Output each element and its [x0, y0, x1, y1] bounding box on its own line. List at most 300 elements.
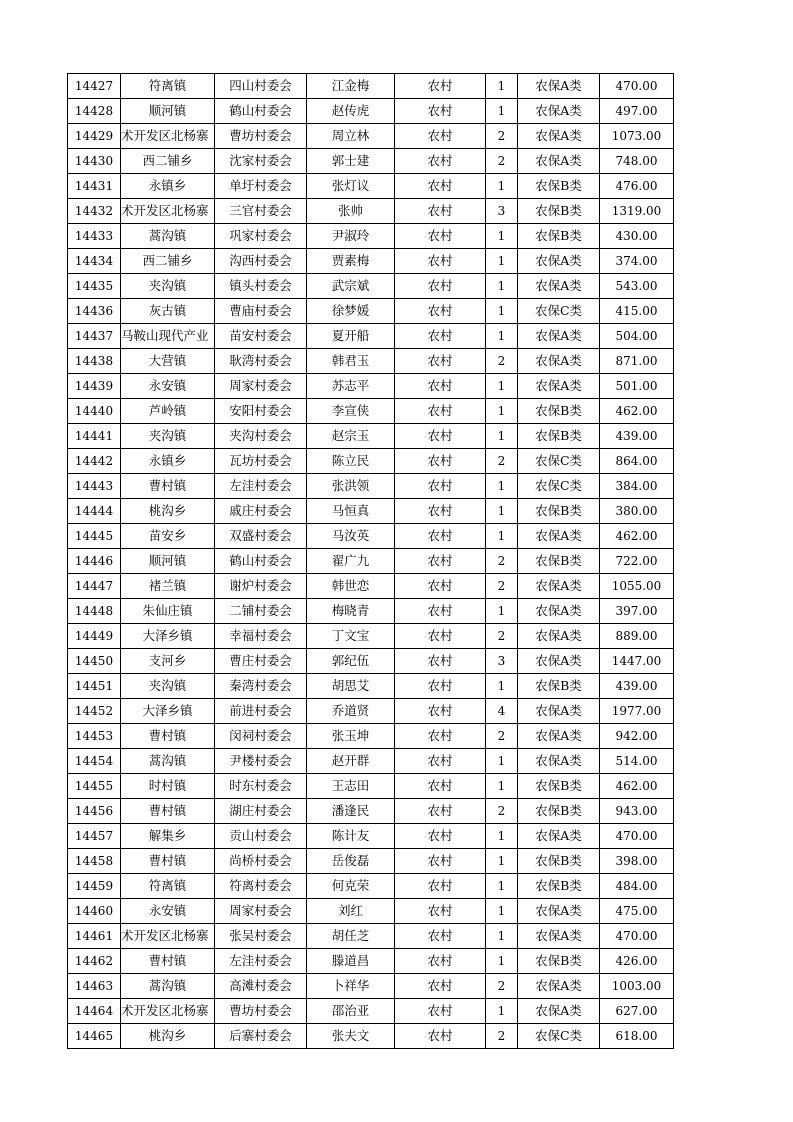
amount-cell: 889.00 — [600, 624, 674, 649]
amount-cell: 439.00 — [600, 674, 674, 699]
area-type-cell: 农村 — [395, 224, 486, 249]
area-type-cell: 农村 — [395, 499, 486, 524]
insurance-category-cell: 农保A类 — [518, 574, 600, 599]
person-name-cell: 陈立民 — [307, 449, 395, 474]
record-id-cell: 14461 — [68, 924, 121, 949]
township-cell: 大营镇 — [121, 349, 215, 374]
village-committee-cell: 巩家村委会 — [215, 224, 307, 249]
person-name-cell: 徐梦媛 — [307, 299, 395, 324]
person-name-cell: 梅晓青 — [307, 599, 395, 624]
area-type-cell: 农村 — [395, 549, 486, 574]
amount-cell: 374.00 — [600, 249, 674, 274]
township-cell: 芦岭镇 — [121, 399, 215, 424]
village-committee-cell: 贡山村委会 — [215, 824, 307, 849]
area-type-cell: 农村 — [395, 174, 486, 199]
household-count-cell: 3 — [486, 649, 518, 674]
amount-cell: 722.00 — [600, 549, 674, 574]
person-name-cell: 潘逢民 — [307, 799, 395, 824]
record-id-cell: 14454 — [68, 749, 121, 774]
area-type-cell: 农村 — [395, 799, 486, 824]
amount-cell: 748.00 — [600, 149, 674, 174]
amount-cell: 426.00 — [600, 949, 674, 974]
record-id-cell: 14449 — [68, 624, 121, 649]
area-type-cell: 农村 — [395, 899, 486, 924]
area-type-cell: 农村 — [395, 374, 486, 399]
table-row — [68, 799, 674, 824]
household-count-cell: 1 — [486, 674, 518, 699]
insurance-category-cell: 农保A类 — [518, 699, 600, 724]
area-type-cell: 农村 — [395, 299, 486, 324]
record-id-cell: 14455 — [68, 774, 121, 799]
area-type-cell: 农村 — [395, 824, 486, 849]
insurance-category-cell: 农保A类 — [518, 749, 600, 774]
amount-cell: 476.00 — [600, 174, 674, 199]
record-id-cell: 14456 — [68, 799, 121, 824]
amount-cell: 1447.00 — [600, 649, 674, 674]
table-row — [68, 924, 674, 949]
person-name-cell: 滕道昌 — [307, 949, 395, 974]
record-id-cell: 14434 — [68, 249, 121, 274]
person-name-cell: 苏志平 — [307, 374, 395, 399]
township-cell: 灰古镇 — [121, 299, 215, 324]
village-committee-cell: 戚庄村委会 — [215, 499, 307, 524]
household-count-cell: 2 — [486, 624, 518, 649]
person-name-cell: 江金梅 — [307, 74, 395, 99]
table-row — [68, 274, 674, 299]
township-cell: 蒿沟镇 — [121, 224, 215, 249]
insurance-category-cell: 农保C类 — [518, 299, 600, 324]
household-count-cell: 1 — [486, 949, 518, 974]
amount-cell: 871.00 — [600, 349, 674, 374]
amount-cell: 475.00 — [600, 899, 674, 924]
area-type-cell: 农村 — [395, 724, 486, 749]
record-id-cell: 14429 — [68, 124, 121, 149]
area-type-cell: 农村 — [395, 424, 486, 449]
village-committee-cell: 左洼村委会 — [215, 949, 307, 974]
township-cell: 蒿沟镇 — [121, 974, 215, 999]
amount-cell: 943.00 — [600, 799, 674, 824]
village-committee-cell: 二铺村委会 — [215, 599, 307, 624]
person-name-cell: 韩君玉 — [307, 349, 395, 374]
ledger-body — [68, 74, 674, 1049]
record-id-cell: 14432 — [68, 199, 121, 224]
table-row — [68, 124, 674, 149]
insurance-category-cell: 农保B类 — [518, 849, 600, 874]
household-count-cell: 2 — [486, 974, 518, 999]
amount-cell: 1055.00 — [600, 574, 674, 599]
village-committee-cell: 周家村委会 — [215, 374, 307, 399]
area-type-cell: 农村 — [395, 624, 486, 649]
amount-cell: 384.00 — [600, 474, 674, 499]
township-cell: 蒿沟镇 — [121, 749, 215, 774]
record-id-cell: 14443 — [68, 474, 121, 499]
village-committee-cell: 左洼村委会 — [215, 474, 307, 499]
person-name-cell: 夏开船 — [307, 324, 395, 349]
township-cell: 顺河镇 — [121, 549, 215, 574]
township-cell: 曹村镇 — [121, 799, 215, 824]
township-cell: 顺河镇 — [121, 99, 215, 124]
table-row — [68, 574, 674, 599]
amount-cell: 462.00 — [600, 524, 674, 549]
amount-cell: 504.00 — [600, 324, 674, 349]
village-committee-cell: 瓦坊村委会 — [215, 449, 307, 474]
amount-cell: 484.00 — [600, 874, 674, 899]
amount-cell: 942.00 — [600, 724, 674, 749]
township-cell: 大泽乡镇 — [121, 624, 215, 649]
village-committee-cell: 后寨村委会 — [215, 1024, 307, 1049]
household-count-cell: 1 — [486, 324, 518, 349]
village-committee-cell: 湖庄村委会 — [215, 799, 307, 824]
area-type-cell: 农村 — [395, 674, 486, 699]
township-cell: 西二铺乡 — [121, 249, 215, 274]
person-name-cell: 卜祥华 — [307, 974, 395, 999]
area-type-cell: 农村 — [395, 349, 486, 374]
insurance-category-cell: 农保B类 — [518, 499, 600, 524]
household-count-cell: 2 — [486, 1024, 518, 1049]
township-cell: 解集乡 — [121, 824, 215, 849]
insurance-category-cell: 农保A类 — [518, 149, 600, 174]
area-type-cell: 农村 — [395, 574, 486, 599]
household-count-cell: 1 — [486, 224, 518, 249]
area-type-cell: 农村 — [395, 74, 486, 99]
record-id-cell: 14464 — [68, 999, 121, 1024]
household-count-cell: 1 — [486, 599, 518, 624]
table-row — [68, 724, 674, 749]
amount-cell: 497.00 — [600, 99, 674, 124]
record-id-cell: 14431 — [68, 174, 121, 199]
person-name-cell: 赵宗玉 — [307, 424, 395, 449]
person-name-cell: 李宣侠 — [307, 399, 395, 424]
insurance-category-cell: 农保A类 — [518, 249, 600, 274]
record-id-cell: 14430 — [68, 149, 121, 174]
table-row — [68, 174, 674, 199]
village-committee-cell: 谢炉村委会 — [215, 574, 307, 599]
table-row — [68, 74, 674, 99]
person-name-cell: 郭纪伍 — [307, 649, 395, 674]
table-row — [68, 624, 674, 649]
insurance-category-cell: 农保A类 — [518, 524, 600, 549]
record-id-cell: 14446 — [68, 549, 121, 574]
village-committee-cell: 曹庙村委会 — [215, 299, 307, 324]
insurance-category-cell: 农保A类 — [518, 824, 600, 849]
insurance-category-cell: 农保A类 — [518, 74, 600, 99]
village-committee-cell: 沟西村委会 — [215, 249, 307, 274]
village-committee-cell: 三官村委会 — [215, 199, 307, 224]
insurance-category-cell: 农保B类 — [518, 799, 600, 824]
insurance-category-cell: 农保B类 — [518, 399, 600, 424]
household-count-cell: 2 — [486, 574, 518, 599]
township-cell: 术开发区北杨寨 — [121, 924, 215, 949]
amount-cell: 415.00 — [600, 299, 674, 324]
amount-cell: 1073.00 — [600, 124, 674, 149]
household-count-cell: 1 — [486, 274, 518, 299]
table-row — [68, 424, 674, 449]
amount-cell: 397.00 — [600, 599, 674, 624]
household-count-cell: 1 — [486, 499, 518, 524]
record-id-cell: 14428 — [68, 99, 121, 124]
household-count-cell: 3 — [486, 199, 518, 224]
amount-cell: 543.00 — [600, 274, 674, 299]
township-cell: 苗安乡 — [121, 524, 215, 549]
person-name-cell: 赵开群 — [307, 749, 395, 774]
table-row — [68, 649, 674, 674]
insurance-category-cell: 农保A类 — [518, 974, 600, 999]
township-cell: 褚兰镇 — [121, 574, 215, 599]
insurance-category-cell: 农保A类 — [518, 349, 600, 374]
township-cell: 术开发区北杨寨 — [121, 199, 215, 224]
amount-cell: 618.00 — [600, 1024, 674, 1049]
record-id-cell: 14460 — [68, 899, 121, 924]
amount-cell: 1319.00 — [600, 199, 674, 224]
record-id-cell: 14439 — [68, 374, 121, 399]
township-cell: 永镇乡 — [121, 449, 215, 474]
record-id-cell: 14458 — [68, 849, 121, 874]
record-id-cell: 14444 — [68, 499, 121, 524]
person-name-cell: 张灯议 — [307, 174, 395, 199]
insurance-category-cell: 农保B类 — [518, 549, 600, 574]
area-type-cell: 农村 — [395, 149, 486, 174]
area-type-cell: 农村 — [395, 774, 486, 799]
table-row — [68, 524, 674, 549]
insurance-category-cell: 农保B类 — [518, 174, 600, 199]
household-count-cell: 2 — [486, 349, 518, 374]
insurance-category-cell: 农保A类 — [518, 374, 600, 399]
household-count-cell: 1 — [486, 474, 518, 499]
amount-cell: 864.00 — [600, 449, 674, 474]
insurance-category-cell: 农保A类 — [518, 99, 600, 124]
township-cell: 马鞍山现代产业 — [121, 324, 215, 349]
amount-cell: 501.00 — [600, 374, 674, 399]
record-id-cell: 14427 — [68, 74, 121, 99]
township-cell: 术开发区北杨寨 — [121, 124, 215, 149]
household-count-cell: 1 — [486, 924, 518, 949]
township-cell: 符离镇 — [121, 74, 215, 99]
table-row — [68, 949, 674, 974]
table-row — [68, 874, 674, 899]
amount-cell: 462.00 — [600, 399, 674, 424]
table-row — [68, 249, 674, 274]
amount-cell: 627.00 — [600, 999, 674, 1024]
table-row — [68, 99, 674, 124]
village-committee-cell: 尚桥村委会 — [215, 849, 307, 874]
person-name-cell: 翟广九 — [307, 549, 395, 574]
insurance-category-cell: 农保B类 — [518, 674, 600, 699]
insurance-category-cell: 农保B类 — [518, 224, 600, 249]
table-row — [68, 474, 674, 499]
record-id-cell: 14441 — [68, 424, 121, 449]
village-committee-cell: 双盛村委会 — [215, 524, 307, 549]
township-cell: 永安镇 — [121, 374, 215, 399]
record-id-cell: 14457 — [68, 824, 121, 849]
table-row — [68, 1024, 674, 1049]
person-name-cell: 周立林 — [307, 124, 395, 149]
person-name-cell: 马汝英 — [307, 524, 395, 549]
township-cell: 永安镇 — [121, 899, 215, 924]
insurance-category-cell: 农保A类 — [518, 274, 600, 299]
amount-cell: 430.00 — [600, 224, 674, 249]
table-row — [68, 549, 674, 574]
record-id-cell: 14437 — [68, 324, 121, 349]
township-cell: 术开发区北杨寨 — [121, 999, 215, 1024]
record-id-cell: 14438 — [68, 349, 121, 374]
record-id-cell: 14459 — [68, 874, 121, 899]
area-type-cell: 农村 — [395, 524, 486, 549]
township-cell: 曹村镇 — [121, 724, 215, 749]
insurance-category-cell: 农保A类 — [518, 899, 600, 924]
table-row — [68, 599, 674, 624]
insurance-category-cell: 农保B类 — [518, 949, 600, 974]
insurance-category-cell: 农保A类 — [518, 599, 600, 624]
township-cell: 夹沟镇 — [121, 424, 215, 449]
village-committee-cell: 曹庄村委会 — [215, 649, 307, 674]
table-row — [68, 699, 674, 724]
insurance-category-cell: 农保A类 — [518, 999, 600, 1024]
area-type-cell: 农村 — [395, 249, 486, 274]
amount-cell: 470.00 — [600, 924, 674, 949]
household-count-cell: 4 — [486, 699, 518, 724]
person-name-cell: 武宗斌 — [307, 274, 395, 299]
township-cell: 桃沟乡 — [121, 499, 215, 524]
amount-cell: 470.00 — [600, 74, 674, 99]
area-type-cell: 农村 — [395, 649, 486, 674]
village-committee-cell: 四山村委会 — [215, 74, 307, 99]
table-row — [68, 199, 674, 224]
area-type-cell: 农村 — [395, 124, 486, 149]
area-type-cell: 农村 — [395, 99, 486, 124]
village-committee-cell: 沈家村委会 — [215, 149, 307, 174]
insurance-category-cell: 农保A类 — [518, 124, 600, 149]
village-committee-cell: 安阳村委会 — [215, 399, 307, 424]
person-name-cell: 邵治亚 — [307, 999, 395, 1024]
insurance-category-cell: 农保A类 — [518, 624, 600, 649]
insurance-category-cell: 农保B类 — [518, 874, 600, 899]
village-committee-cell: 符离村委会 — [215, 874, 307, 899]
village-committee-cell: 周家村委会 — [215, 899, 307, 924]
area-type-cell: 农村 — [395, 699, 486, 724]
village-committee-cell: 闵祠村委会 — [215, 724, 307, 749]
record-id-cell: 14463 — [68, 974, 121, 999]
insurance-category-cell: 农保C类 — [518, 474, 600, 499]
area-type-cell: 农村 — [395, 599, 486, 624]
township-cell: 符离镇 — [121, 874, 215, 899]
township-cell: 永镇乡 — [121, 174, 215, 199]
person-name-cell: 赵传虎 — [307, 99, 395, 124]
table-row — [68, 299, 674, 324]
insurance-category-cell: 农保B类 — [518, 424, 600, 449]
area-type-cell: 农村 — [395, 449, 486, 474]
household-count-cell: 2 — [486, 799, 518, 824]
household-count-cell: 2 — [486, 724, 518, 749]
household-count-cell: 1 — [486, 749, 518, 774]
household-count-cell: 1 — [486, 899, 518, 924]
table-row — [68, 824, 674, 849]
household-count-cell: 2 — [486, 149, 518, 174]
table-row — [68, 224, 674, 249]
table-row — [68, 999, 674, 1024]
area-type-cell: 农村 — [395, 1024, 486, 1049]
township-cell: 夹沟镇 — [121, 274, 215, 299]
record-id-cell: 14445 — [68, 524, 121, 549]
record-id-cell: 14451 — [68, 674, 121, 699]
village-committee-cell: 苗安村委会 — [215, 324, 307, 349]
village-committee-cell: 单圩村委会 — [215, 174, 307, 199]
township-cell: 曹村镇 — [121, 849, 215, 874]
insurance-category-cell: 农保A类 — [518, 924, 600, 949]
village-committee-cell: 尹楼村委会 — [215, 749, 307, 774]
household-count-cell: 1 — [486, 524, 518, 549]
table-row — [68, 399, 674, 424]
person-name-cell: 岳俊磊 — [307, 849, 395, 874]
record-id-cell: 14433 — [68, 224, 121, 249]
area-type-cell: 农村 — [395, 974, 486, 999]
area-type-cell: 农村 — [395, 924, 486, 949]
table-row — [68, 349, 674, 374]
record-id-cell: 14447 — [68, 574, 121, 599]
village-committee-cell: 曹坊村委会 — [215, 999, 307, 1024]
village-committee-cell: 秦湾村委会 — [215, 674, 307, 699]
table-row — [68, 674, 674, 699]
area-type-cell: 农村 — [395, 199, 486, 224]
township-cell: 曹村镇 — [121, 474, 215, 499]
household-count-cell: 1 — [486, 824, 518, 849]
village-committee-cell: 镇头村委会 — [215, 274, 307, 299]
person-name-cell: 贾素梅 — [307, 249, 395, 274]
village-committee-cell: 耿湾村委会 — [215, 349, 307, 374]
household-count-cell: 1 — [486, 774, 518, 799]
table-row — [68, 324, 674, 349]
benefit-ledger-table — [67, 73, 674, 1049]
insurance-category-cell: 农保A类 — [518, 324, 600, 349]
township-cell: 朱仙庄镇 — [121, 599, 215, 624]
area-type-cell: 农村 — [395, 874, 486, 899]
insurance-category-cell: 农保B类 — [518, 199, 600, 224]
amount-cell: 514.00 — [600, 749, 674, 774]
insurance-category-cell: 农保A类 — [518, 649, 600, 674]
insurance-category-cell: 农保C类 — [518, 1024, 600, 1049]
village-committee-cell: 张吴村委会 — [215, 924, 307, 949]
person-name-cell: 胡任芝 — [307, 924, 395, 949]
village-committee-cell: 高滩村委会 — [215, 974, 307, 999]
person-name-cell: 张帅 — [307, 199, 395, 224]
township-cell: 西二铺乡 — [121, 149, 215, 174]
household-count-cell: 1 — [486, 299, 518, 324]
record-id-cell: 14448 — [68, 599, 121, 624]
person-name-cell: 王志田 — [307, 774, 395, 799]
household-count-cell: 1 — [486, 849, 518, 874]
household-count-cell: 1 — [486, 99, 518, 124]
household-count-cell: 1 — [486, 999, 518, 1024]
table-row — [68, 899, 674, 924]
person-name-cell: 乔道贤 — [307, 699, 395, 724]
village-committee-cell: 鹤山村委会 — [215, 99, 307, 124]
township-cell: 夹沟镇 — [121, 674, 215, 699]
area-type-cell: 农村 — [395, 999, 486, 1024]
record-id-cell: 14453 — [68, 724, 121, 749]
area-type-cell: 农村 — [395, 399, 486, 424]
table-row — [68, 499, 674, 524]
person-name-cell: 马恒真 — [307, 499, 395, 524]
table-row — [68, 749, 674, 774]
person-name-cell: 尹淑玲 — [307, 224, 395, 249]
township-cell: 时村镇 — [121, 774, 215, 799]
area-type-cell: 农村 — [395, 324, 486, 349]
village-committee-cell: 鹤山村委会 — [215, 549, 307, 574]
person-name-cell: 陈计友 — [307, 824, 395, 849]
record-id-cell: 14452 — [68, 699, 121, 724]
township-cell: 桃沟乡 — [121, 1024, 215, 1049]
record-id-cell: 14442 — [68, 449, 121, 474]
household-count-cell: 1 — [486, 874, 518, 899]
